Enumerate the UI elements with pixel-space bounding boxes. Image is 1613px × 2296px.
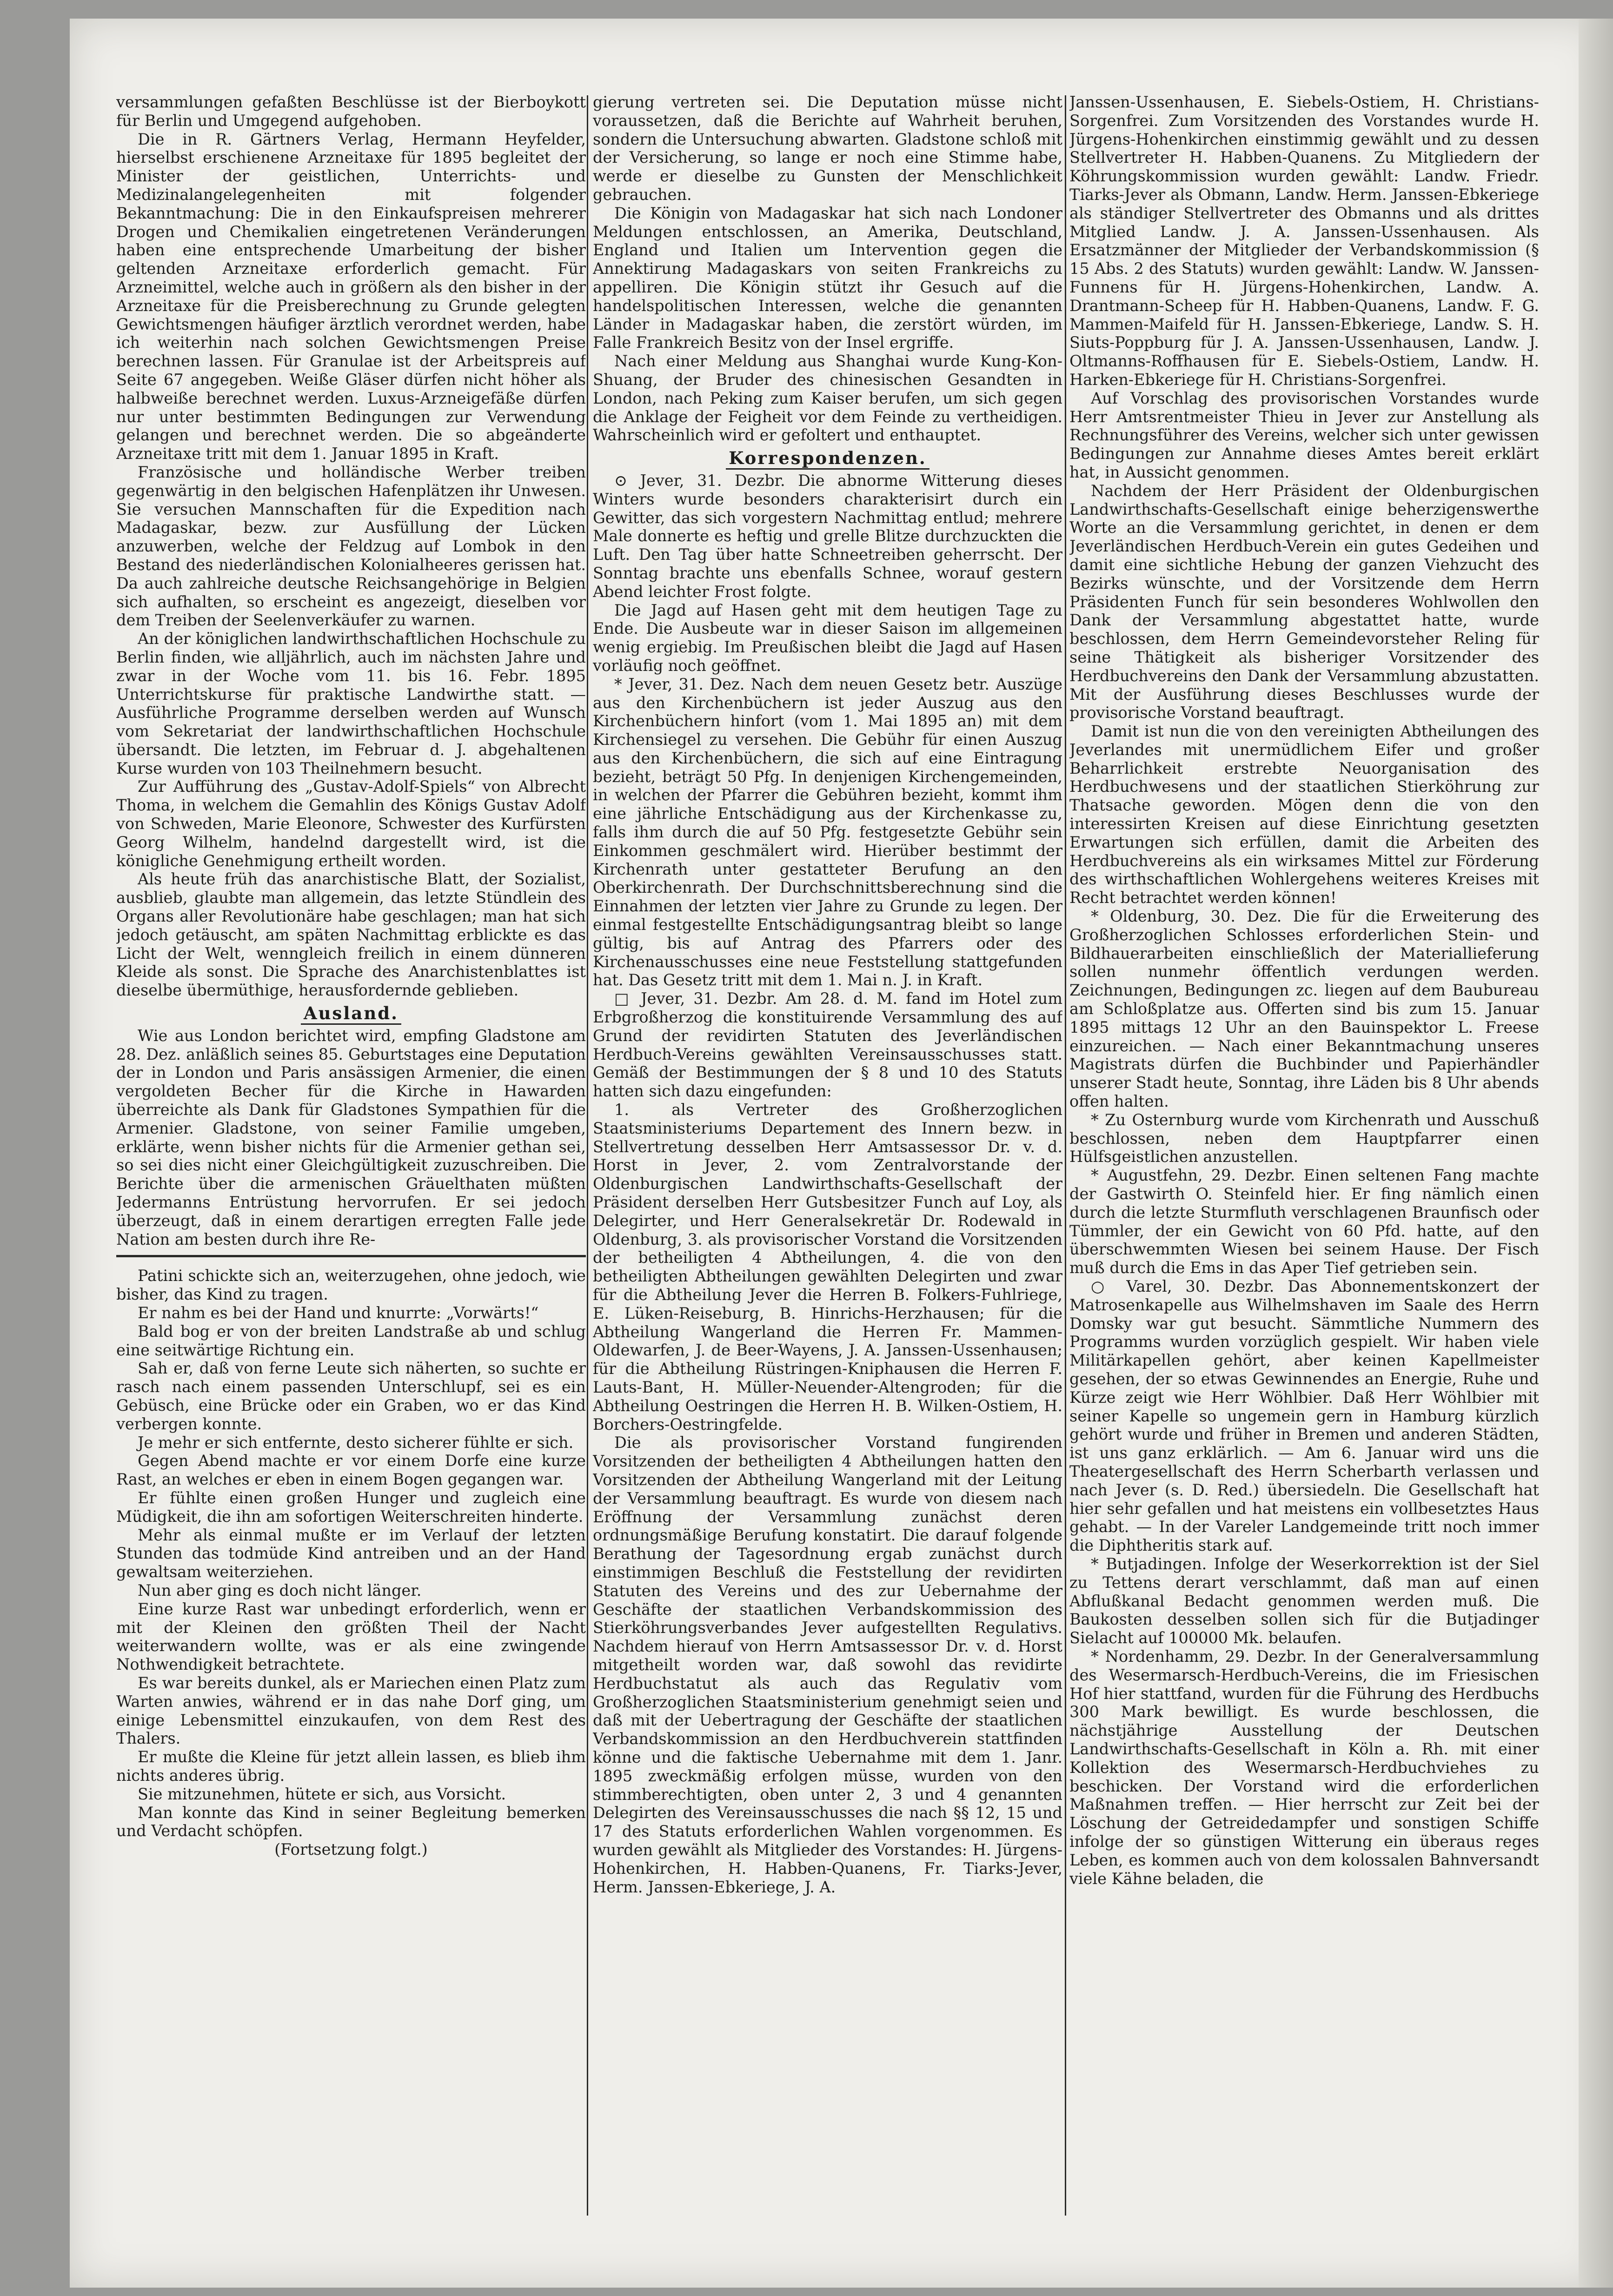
section-heading-ausland [116,1004,586,1023]
article-paragraph: 1. als Vertreter des Großherzoglichen Staatsministeriums Departement des Innern bezw. in Stellvertretung desselben Herr Amtsassessor Dr. v. d. Horst in Jever, 2. vom Zentralvorstande der Oldenburgischen Landwirthschafts-Gesellschaft der Präsident derselben Herr Gutsbesitzer Funch auf Loy, als Delegirter, und Herr Generalsekretär Dr. Rodewald in Oldenburg, 3. als provisorischer Vorstand die Vorsitzenden der betheiligten 4 Abtheilungen, 4. die von den betheiligten Abtheilungen gewählten Delegirten und zwar für die Abtheilung Jever die Herren B. Folkers-Fuhlriege, E. Lüken-Reiseburg, B. Hinrichs-Herzhausen; für die Abtheilung Wangerland die Herren Fr. Mammen-Oldewarfen, J. de Beer-Wayens, J. A. Janssen-Ussenhausen; für die Abtheilung Rüstringen-Kniphausen die Herren F. Lauts-Bant, H. Müller-Neuender-Altengroden; für die Abtheilung Oestringen die Herren H. B. Wilken-Ostiem, H. Borchers-Oestringfelde. [593,1101,1062,1433]
article-paragraph: * Augustfehn, 29. Dezbr. Einen seltenen Fang machte der Gastwirth O. Steinfeld hier. Er fing nämlich einen durch die letzte Sturmfluth verschlagenen Braunfisch oder Tümmler, der ein Gewicht von 60 Pfd. hatte, auf den überschwemmten Wiesen bei seinem Hause. Der Fisch muß durch die Ems in das Aper Tief getrieben sein. [1069,1166,1539,1277]
continuation-note: (Fortsetzung folgt.) [274,1840,428,1859]
section-heading-text: Ausland. [301,1003,401,1025]
story-paragraph: Bald bog er von der breiten Landstraße ab und schlug eine seitwärtige Richtung ein. [116,1322,586,1359]
article-paragraph: Die Jagd auf Hasen geht mit dem heutigen Tage zu Ende. Die Ausbeute war in dieser Saison im allgemeinen wenig ergiebig. Im Preußischen bleibt die Jagd auf Hasen vorläufig noch geöffnet. [593,601,1062,675]
story-paragraph: Er fühlte einen großen Hunger und zugleich eine Müdigkeit, die ihn am sofortigen Weiterschreiten hinderte. [116,1488,586,1526]
article-paragraph: ○ Varel, 30. Dezbr. Das Abonnementskonzert der Matrosenkapelle aus Wilhelmshaven im Saale des Herrn Domsky war gut besucht. Sämmtliche Nummern des Programms wurden vorzüglich gespielt. Wir haben viele Militärkapellen gehört, aber keinen Kapellmeister gesehen, der so etwas Gewinnendes an Energie, Ruhe und Kürze zeigt wie Herr Wöhlbier. Daß Herr Wöhlbier mit seiner Kapelle so ungemein gern in Hamburg kürzlich gehört wurde und früher in Bremen und anderen Städten, ist uns ganz erklärlich. — Am 6. Januar wird uns die Theatergesellschaft des Herrn Scherbarth verlassen und nach Jever (s. D. Red.) übersiedeln. Die Gesellschaft hat hier sehr gefallen und hat meistens ein vollbesetztes Haus gehabt. — In der Vareler Landgemeinde tritt noch immer die Diphtheritis stark auf. [1069,1277,1539,1555]
section-heading-text: Korrespondenzen. [726,448,929,470]
article-paragraph: Wie aus London berichtet wird, empfing Gladstone am 28. Dez. anläßlich seines 85. Geburtstages eine Deputation der in London und Paris ansässigen Armenier, die einen vergoldeten Becher für die Kirche in Hawarden überreichte als Dank für Gladstones Sympathien für die Armenier. Gladstone, von seiner Familie umgeben, erklärte, wenn bisher nichts für die Armenier gethan sei, so sei dies nicht einer Gleichgültigkeit zuzuschreiben. Die Berichte über die armenischen Gräuelthaten müßten Jedermanns Entrüstung hervorrufen. Er sei jedoch überzeugt, daß in einem derartigen erregten Falle jede Nation am besten durch ihre Re- [116,1026,586,1248]
story-paragraph: Er nahm es bei der Hand und knurrte: „Vorwärts!“ [138,1304,539,1322]
story-paragraph: Nun aber ging es doch nicht länger. [138,1581,422,1599]
article-paragraph: * Nordenhamm, 29. Dezbr. In der Generalversammlung des Wesermarsch-Herdbuch-Vereins, die im Friesischen Hof hier stattfand, wurden für die Führung des Herdbuchs 300 Mark bewilligt. Es wurde beschlossen, die nächstjährige Ausstellung der Deutschen Landwirthschafts-Gesellschaft in Köln a. Rh. mit einer Kollektion des Wesermarsch-Herdbuchviehes zu beschicken. Der Vorstand wird die erforderlichen Maßnahmen treffen. — Hier herrscht zur Zeit bei der Löschung der Getreidedampfer und sonstigen Schiffe infolge der so günstigen Witterung ein überaus reges Leben, es kommen auch von dem kolossalen Bahnversandt viele Kähne beladen, die [1069,1647,1539,1888]
article-paragraph: Als heute früh das anarchistische Blatt, der Sozialist, ausblieb, glaubte man allgemein, das letzte Stündlein des Organs aller Revolutionäre habe geschlagen; man hat sich jedoch getäuscht, am späten Nachmittag erblickte es das Licht der Welt, wenngleich freilich in einem dünneren Kleide als sonst. Die Sprache des Anarchistenblattes ist dieselbe übermüthige, herausfordernde geblieben. [116,870,586,1000]
section-heading-korrespondenzen [593,449,1062,468]
article-paragraph: ⊙ Jever, 31. Dezbr. Die abnorme Witterung dieses Winters wurde besonders charakterisirt durch ein Gewitter, das sich vorgestern Nachmittag entlud; mehrere Male donnerte es heftig und grelle Blitze durchzuckten die Luft. Den Tag über hatte Schneetreiben geherrscht. Der Sonntag brachte uns ebenfalls Schnee, worauf gestern Abend leichter Frost folgte. [593,471,1062,601]
article-paragraph: * Zu Osternburg wurde vom Kirchenrath und Ausschuß beschlossen, neben dem Hauptpfarrer einen Hülfsgeistlichen anzustellen. [1069,1110,1539,1166]
article-paragraph: Französische und holländische Werber treiben gegenwärtig in den belgischen Hafenplätzen ihr Unwesen. Sie versuchen Mannschaften für die Expedition nach Madagaskar, bezw. zur Ausfüllung der Lücken anzuwerben, welche der Feldzug auf Lombok in den Bestand des niederländischen Kolonialheeres gerissen hat. Da auch zahlreiche deutsche Reichsangehörige in Belgien sich aufhalten, so erscheint es angezeigt, dieselben vor dem Treiben der Seelenverkäufer zu warnen. [116,463,586,630]
column-right [1069,93,1539,2223]
story-paragraph: Sah er, daß von ferne Leute sich näherten, so suchte er rasch nach einem passenden Unterschlupf, sei es ein Gebüsch, eine Brücke oder ein Graben, wo er das Kind verbergen konnte. [116,1359,586,1433]
article-paragraph: * Jever, 31. Dez. Nach dem neuen Gesetz betr. Auszüge aus den Kirchenbüchern ist jeder Auszug aus den Kirchenbüchern hinfort (vom 1. Mai 1895 an) mit dem Kirchensiegel zu versehen. Die Gebühr für einen Auszug aus den Kirchenbüchern, die sich auf eine Eintragung bezieht, beträgt 50 Pfg. In denjenigen Kirchengemeinden, in welchen der Pfarrer die Gebühren bezieht, kommt ihm eine jährliche Entschädigung aus der Kirchenkasse zu, falls ihm durch die auf 50 Pfg. festgesetzte Gebühr sein Einkommen geschmälert wird. Hierüber bestimmt der Kirchenrath unter gestatteter Berufung an den Oberkirchenrath. Der Durchschnittsberechnung sind die Einnahmen der letzten vier Jahre zu Grunde zu legen. Der einmal festgestellte Entschädigungsantrag bleibt so lange gültig, bis auf Antrag des Pfarrers oder des Kirchenausschusses eine neue Feststellung stattgefunden hat. Das Gesetz tritt mit dem 1. Mai n. J. in Kraft. [593,675,1062,989]
story-paragraph: Mehr als einmal mußte er im Verlauf der letzten Stunden das todmüde Kind antreiben und an der Hand gewaltsam weiterziehen. [116,1526,586,1581]
column-left [116,93,586,2223]
article-paragraph: versammlungen gefaßten Beschlüsse ist der Bierboykott für Berlin und Umgegend aufgehoben. [116,93,586,130]
article-paragraph: Die in R. Gärtners Verlag, Hermann Heyfelder, hierselbst erschienene Arzneitaxe für 1895 begleitet der Minister der geistlichen, Unterrichts- und Medizinalangelegenheiten mit folgender Bekanntmachung: Die in den Einkaufspreisen mehrerer Drogen und Chemikalien eingetretenen Veränderungen haben eine entsprechende Umarbeitung der bisher geltenden Arzneitaxe erforderlich gemacht. Für Arzneimittel, welche auch in größern als den bisher in der Arzneitaxe für die Preisberechnung zu Grunde gelegten Gewichtsmengen häufiger ärztlich verordnet werden, habe ich weiterhin nach solchen Gewichtsmengen Preise berechnen lassen. Für Granulae ist der Arbeitspreis auf Seite 67 angegeben. Weiße Gläser dürfen nicht höher als halbweiße berechnet werden. Luxus-Arzneigefäße dürfen nur unter bestimmten Bedingungen zur Verwendung gelangen und berechnet werden. Die so abgeänderte Arzneitaxe tritt mit dem 1. Januar 1895 in Kraft. [116,130,586,463]
article-paragraph: Nach einer Meldung aus Shanghai wurde Kung-Kon-Shuang, der Bruder des chinesischen Gesandten in London, nach Peking zum Kaiser berufen, um sich gegen die Anklage der Feigheit vor dem Feinde zu vertheidigen. Wahrscheinlich wird er gefoltert und enthauptet. [593,352,1062,445]
column-rule [1065,95,1066,2216]
story-paragraph: Sie mitzunehmen, hütete er sich, aus Vorsicht. [138,1785,506,1803]
story-paragraph: Es war bereits dunkel, als er Mariechen einen Platz zum Warten anwies, während er in das nahe Dorf ging, um einige Lebensmittel einzukaufen, von dem Rest des Thalers. [116,1673,586,1748]
article-paragraph: gierung vertreten sei. Die Deputation müsse nicht voraussetzen, daß die Berichte auf Wahrheit beruhen, sondern die Untersuchung abwarten. Gladstone schloß mit der Versicherung, so lange er noch eine Stimme habe, werde er dieselbe zu Gunsten der Menschlichkeit gebrauchen. [593,93,1062,204]
article-paragraph: Nachdem der Herr Präsident der Oldenburgischen Landwirthschafts-Gesellschaft einige beherzigenswerthe Worte an die Versammlung gerichtet, in denen er dem Jeverländischen Herdbuch-Verein ein gutes Gedeihen und damit eine sichtliche Hebung der ganzen Viehzucht des Bezirks wünschte, und der Vorsitzende dem Herrn Präsidenten Funch für sein besonderes Wohlwollen den Dank der Versammlung abgestattet hatte, wurde beschlossen, dem Herrn Gemeindevorsteher Reling für seine Thätigkeit als bisheriger Vorsitzender des Herdbuchvereins den Dank der Versammlung abzustatten. Mit der Ausführung dieses Beschlusses wurde der provisorische Vorstand beauftragt. [1069,481,1539,722]
article-paragraph: * Oldenburg, 30. Dez. Die für die Erweiterung des Großherzoglichen Schlosses erforderlichen Stein- und Bildhauerarbeiten einschließlich der Materiallieferung sollen nunmehr öffentlich verdungen werden. Zeichnungen, Bedingungen zc. liegen auf dem Baubureau am Schloßplatze aus. Offerten sind bis zum 15. Januar 1895 mittags 12 Uhr an den Bauinspektor L. Freese einzureichen. — Nach einer Bekanntmachung unseres Magistrats dürfen die Buchbinder und Papierhändler unserer Stadt heute, Sonntag, ihre Läden bis 8 Uhr abends offen halten. [1069,907,1539,1111]
story-paragraph: Patini schickte sich an, weiterzugehen, ohne jedoch, wie bisher, das Kind zu tragen. [116,1267,586,1304]
column-middle [593,93,1062,2223]
article-paragraph: * Butjadingen. Infolge der Weserkorrektion ist der Siel zu Tettens derart verschlammt, daß man auf einen Abflußkanal Bedacht genommen werden muß. Die Baukosten desselben sollen sich für die Butjadinger Sielacht auf 100000 Mk. belaufen. [1069,1554,1539,1647]
article-paragraph: Auf Vorschlag des provisorischen Vorstandes wurde Herr Amtsrentmeister Thieu in Jever zur Anstellung als Rechnungsführer des Vereins, welcher sich unter gewissen Bedingungen zur Annahme dieses Amtes bereit erklärt hat, in Aussicht genommen. [1069,389,1539,481]
column-rule [587,95,588,2216]
article-paragraph: Zur Aufführung des „Gustav-Adolf-Spiels“ von Albrecht Thoma, in welchem die Gemahlin des Königs Gustav Adolf von Schweden, Marie Eleonore, Schwester des Kurfürsten Georg Wilhelm, handelnd dargestellt wird, ist die königliche Genehmigung ertheilt worden. [116,777,586,870]
feuilleton-divider [116,1255,586,1257]
story-paragraph: Je mehr er sich entfernte, desto sicherer fühlte er sich. [138,1433,574,1452]
article-paragraph: Janssen-Ussenhausen, E. Siebels-Ostiem, H. Christians-Sorgenfrei. Zum Vorsitzenden des Vorstandes wurde H. Jürgens-Hohenkirchen einstimmig gewählt und zu dessen Stellvertreter H. Habben-Quanens. Zu Mitgliedern der Köhrungskommission wurden gewählt: Landw. Friedr. Tiarks-Jever als Obmann, Landw. Herm. Janssen-Ebkeriege als ständiger Stellvertreter des Obmanns und als drittes Mitglied Landw. J. A. Janssen-Ussenhausen. Als Ersatzmänner der Mitglieder der Verbandskommission (§ 15 Abs. 2 des Statuts) wurden gewählt: Landw. W. Janssen-Funnens für H. Jürgens-Hohenkirchen, Landw. A. Drantmann-Scheep für H. Habben-Quanens, Landw. F. G. Mammen-Maifeld für H. Janssen-Ebkeriege, Landw. S. H. Siuts-Poppburg für J. A. Janssen-Ussenhausen, Landw. J. Oltmanns-Roffhausen für E. Siebels-Ostiem, Landw. H. Harken-Ebkeriege für H. Christians-Sorgenfrei. [1069,93,1539,389]
page-edge [1579,19,1613,2288]
story-paragraph: Eine kurze Rast war unbedingt erforderlich, wenn er mit der Kleinen den größten Theil der Nacht weiterwandern wollte, was er als eine zwingende Nothwendigkeit betrachtete. [116,1599,586,1674]
article-paragraph: Die Königin von Madagaskar hat sich nach Londoner Meldungen entschlossen, an Amerika, Deutschland, England und Italien um Intervention gegen die Annektirung Madagaskars von seiten Frankreichs zu appelliren. Die Königin stützt ihr Gesuch auf die handelspolitischen Interessen, welche die genannten Länder in Madagaskar haben, die zerstört würden, im Falle Frankreich Besitz von der Insel ergriffe. [593,204,1062,352]
article-paragraph: Die als provisorischer Vorstand fungirenden Vorsitzenden der betheiligten 4 Abtheilungen hatten den Vorsitzenden der Abtheilung Wangerland mit der Leitung der Versammlung beauftragt. Es wurde von diesem nach Eröffnung der Versammlung zunächst deren ordnungsmäßige Berufung konstatirt. Die darauf folgende Berathung der Tagesordnung ergab zunächst durch einstimmigen Beschluß die Feststellung der revidirten Statuten des Vereins und des zur Uebernahme der Geschäfte der staatlichen Verbandskommission des Stierköhrungsverbandes Jever aufgestellten Regulativs. Nachdem hierauf von Herrn Amtsassessor Dr. v. d. Horst mitgetheilt worden war, daß sowohl das revidirte Herdbuchstatut als auch das Regulativ vom Großherzoglichen Staatsministerium genehmigt seien und daß mit der Uebertragung der Geschäfte der staatlichen Verbandskommission an den Herdbuchverein stattfinden könne und die faktische Uebernahme mit dem 1. Janr. 1895 zweckmäßig erfolgen müsse, wurden von den stimmberechtigten, oben unter 2, 3 und 4 genannten Delegirten des Vereinsausschusses die nach §§ 12, 15 und 17 des Statuts erforderlichen Wahlen vorgenommen. Es wurden gewählt als Mitglieder des Vorstandes: H. Jürgens-Hohenkirchen, H. Habben-Quanens, Fr. Tiarks-Jever, Herm. Janssen-Ebkeriege, J. A. [593,1433,1062,1896]
story-paragraph: Man konnte das Kind in seiner Begleitung bemerken und Verdacht schöpfen. [116,1803,586,1840]
story-paragraph: Gegen Abend machte er vor einem Dorfe eine kurze Rast, an welches er eben in einem Bogen gegangen war. [116,1452,586,1489]
story-paragraph: Er mußte die Kleine für jetzt allein lassen, es blieb ihm nichts anderes übrig. [116,1748,586,1785]
article-paragraph: An der königlichen landwirthschaftlichen Hochschule zu Berlin finden, wie alljährlich, auch im nächsten Jahre und zwar in der Woche vom 11. bis 16. Febr. 1895 Unterrichtskurse für praktische Landwirthe statt. — Ausführliche Programme derselben werden auf Wunsch vom Sekretariat der landwirthschaftlichen Hochschule übersandt. Die letzten, im Februar d. J. abgehaltenen Kurse wurden von 103 Theilnehmern besucht. [116,630,586,777]
article-paragraph: □ Jever, 31. Dezbr. Am 28. d. M. fand im Hotel zum Erbgroßherzog die konstituirende Versammlung des auf Grund der revidirten Statuten des Jeverländischen Herdbuch-Vereins gewählten Vereinsausschusses statt. Gemäß der Bestimmungen der § 8 und 10 des Statuts hatten sich dazu eingefunden: [593,989,1062,1101]
article-paragraph: Damit ist nun die von den vereinigten Abtheilungen des Jeverlandes mit unermüdlichem Eifer und großer Beharrlichkeit erstrebte Neuorganisation des Herdbuchwesens und der staatlichen Stierköhrung zur Thatsache geworden. Mögen denn die von den interessirten Kreisen auf diese Einrichtung gesetzten Erwartungen sich erfüllen, damit die Arbeiten des Herdbuchvereins als ein wirksames Mittel zur Förderung des wirthschaftlichen Wohlergehens weiteres Kreises mit Recht betrachtet werden können! [1069,722,1539,907]
